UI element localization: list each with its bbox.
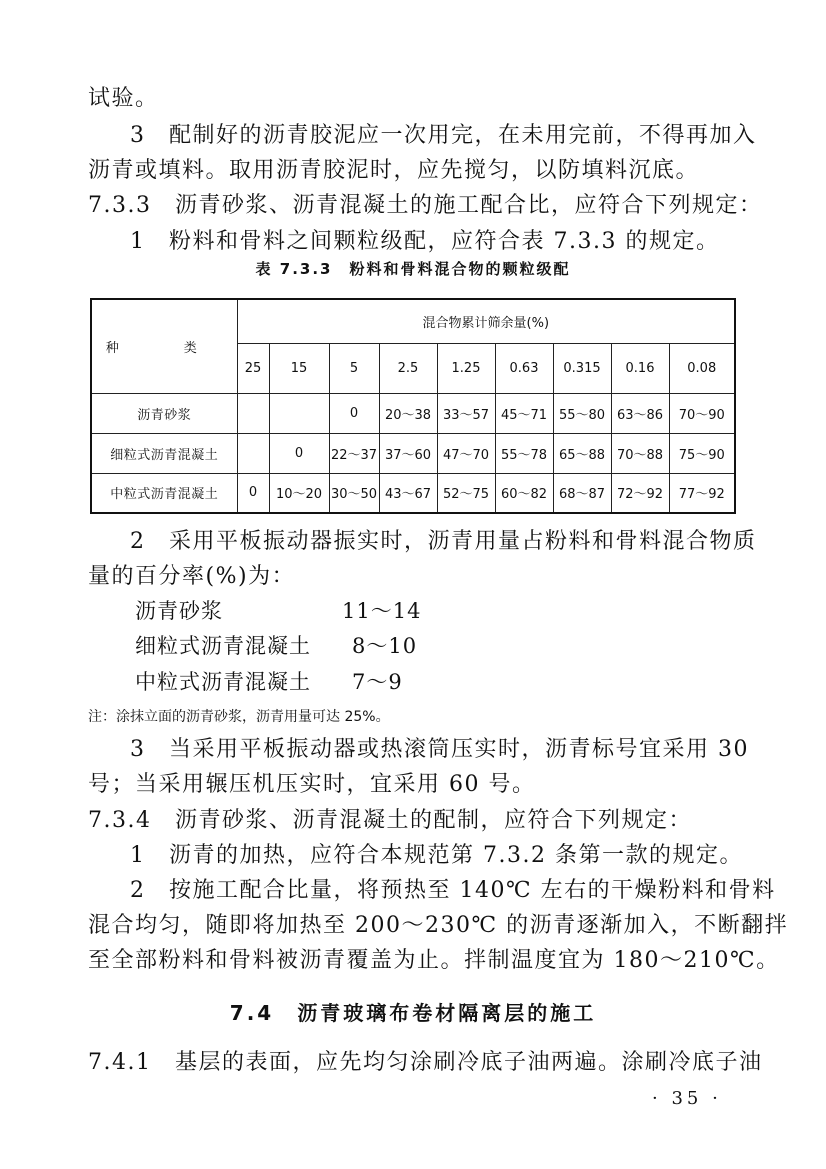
sieve-header: 0.16 (611, 343, 669, 393)
table-cell: 70～90 (669, 393, 735, 433)
mix-name: 中粒式沥青混凝土 (135, 670, 311, 694)
sieve-header: 25 (237, 343, 269, 393)
table-row (91, 393, 735, 433)
table-cell: 30～50 (329, 473, 379, 513)
table-cell: 0 (237, 473, 269, 513)
text-line-3: 沥青或填料。取用沥青胶泥时，应先搅匀，以防填料沉底。 (88, 158, 700, 183)
table-header-kind: 种 类 (91, 299, 237, 393)
table-cell (269, 393, 329, 433)
sieve-header: 1.25 (437, 343, 495, 393)
text-line-12: 2 按施工配合比量，将预热至 140℃ 左右的干燥粉料和骨料 (130, 878, 776, 903)
mix-range: 11～14 (342, 599, 422, 623)
table-cell (237, 433, 269, 473)
row-label: 细粒式沥青混凝土 (91, 433, 237, 473)
table-row (91, 433, 735, 473)
row-label: 沥青砂浆 (91, 393, 237, 433)
table-cell: 0 (269, 433, 329, 473)
sieve-header: 2.5 (379, 343, 437, 393)
table-cell: 52～75 (437, 473, 495, 513)
clause-7-4-1: 7.4.1 基层的表面，应先均匀涂刷冷底子油两遍。涂刷冷底子油 (88, 1050, 763, 1075)
text-line-6: 2 采用平板振动器振实时，沥青用量占粉料和骨料混合物质 (130, 529, 757, 554)
sieve-header: 0.315 (553, 343, 611, 393)
mix-name: 沥青砂浆 (135, 599, 223, 623)
table-cell: 45～71 (495, 393, 553, 433)
table-header-group: 混合物累计筛余量(%) (237, 299, 735, 343)
table-caption: 表 7.3.3 粉料和骨料混合物的颗粒级配 (255, 260, 571, 278)
text-line-2: 3 配制好的沥青胶泥应一次用完，在未用完前，不得再加入 (130, 123, 757, 148)
text-line-8: 3 当采用平板振动器或热滚筒压实时，沥青标号宜采用 30 (130, 737, 749, 762)
page-number: · 35 · (652, 1088, 722, 1109)
table-cell: 63～86 (611, 393, 669, 433)
table-cell: 47～70 (437, 433, 495, 473)
table-note: 注：涂抹立面的沥青砂浆，沥青用量可达 25%。 (88, 709, 390, 725)
section-heading: 7.4 沥青玻璃布卷材隔离层的施工 (229, 1001, 597, 1025)
table-cell: 20～38 (379, 393, 437, 433)
mix-range: 8～10 (352, 634, 418, 658)
clause-7-3-3: 7.3.3 沥青砂浆、沥青混凝土的施工配合比，应符合下列规定： (88, 193, 763, 218)
table-cell: 55～80 (553, 393, 611, 433)
table-cell: 65～88 (553, 433, 611, 473)
text-line-14: 至全部粉料和骨料被沥青覆盖为止。拌制温度宜为 180～210℃。 (88, 948, 780, 973)
table-cell: 37～60 (379, 433, 437, 473)
table-row (91, 473, 735, 513)
table-cell: 33～57 (437, 393, 495, 433)
table-cell: 70～88 (611, 433, 669, 473)
table-cell: 22～37 (329, 433, 379, 473)
sieve-header: 5 (329, 343, 379, 393)
table-cell: 10～20 (269, 473, 329, 513)
table-cell: 75～90 (669, 433, 735, 473)
text-line-9: 号；当采用辗压机压实时，宜采用 60 号。 (88, 772, 536, 797)
table-cell: 55～78 (495, 433, 553, 473)
sieve-header: 15 (269, 343, 329, 393)
text-line-5: 1 粉料和骨料之间颗粒级配，应符合表 7.3.3 的规定。 (130, 229, 720, 254)
sieve-header: 0.08 (669, 343, 735, 393)
text-line-1: 试验。 (88, 86, 159, 111)
mix-range: 7～9 (352, 670, 403, 694)
text-line-13: 混合均匀，随即将加热至 200～230℃ 的沥青逐渐加入，不断翻拌 (88, 913, 789, 938)
row-label: 中粒式沥青混凝土 (91, 473, 237, 513)
table-cell: 68～87 (553, 473, 611, 513)
table-cell: 77～92 (669, 473, 735, 513)
table-cell: 72～92 (611, 473, 669, 513)
sieve-header: 0.63 (495, 343, 553, 393)
table-cell: 0 (329, 393, 379, 433)
text-line-11: 1 沥青的加热，应符合本规范第 7.3.2 条第一款的规定。 (130, 843, 743, 868)
table-cell: 43～67 (379, 473, 437, 513)
table-cell: 60～82 (495, 473, 553, 513)
clause-7-3-4: 7.3.4 沥青砂浆、沥青混凝土的配制，应符合下列规定： (88, 808, 692, 833)
text-line-7: 量的百分率(%)为： (88, 564, 296, 589)
table-cell (237, 393, 269, 433)
mix-name: 细粒式沥青混凝土 (135, 634, 311, 658)
grading-table (90, 298, 736, 514)
